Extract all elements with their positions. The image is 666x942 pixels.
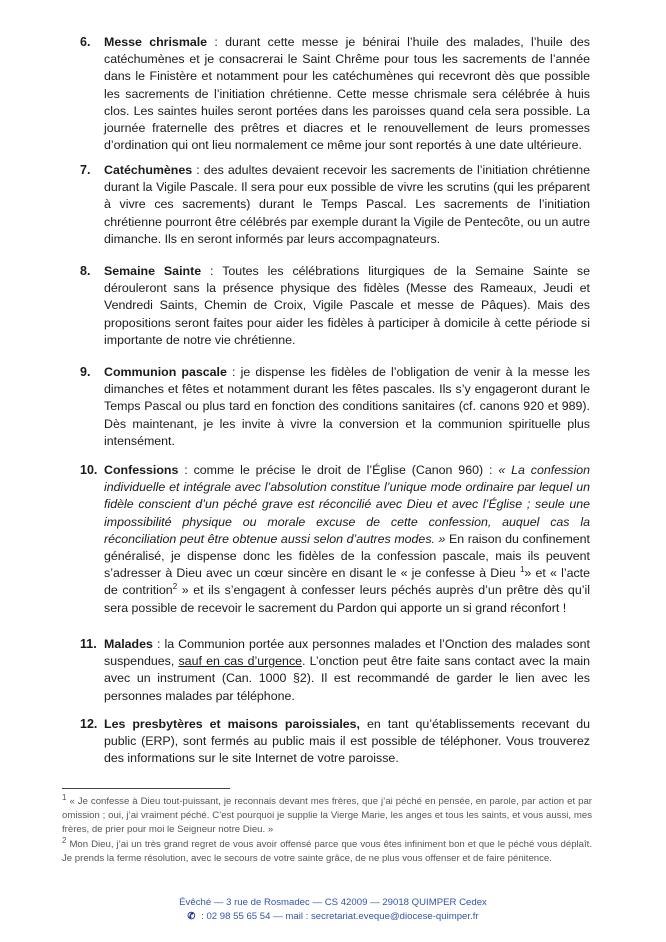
item-body: [104, 162, 590, 248]
item-number: 10.: [80, 463, 98, 477]
item-body: [104, 716, 590, 768]
item-body: [104, 462, 590, 617]
item-text: » et ils s’engagent à confesser leurs péchés auprès d’un prêtre dès qu’il sera possible de recevoir le sacrement du Pardon qui apporte un si grand réconfort !: [104, 583, 590, 615]
list-item: [80, 636, 590, 705]
list-item: [80, 162, 590, 248]
list-item: [80, 364, 590, 450]
footer-contact-text: : 02 98 55 65 54 — mail : secretariat.eveque@diocese-quimper.fr: [198, 911, 479, 922]
item-text: : je dispense les fidèles de l’obligation de venir à la messe les dimanches et fêtes et notamment durant les fêtes pascales. Ils s’y engageront durant le Temps Pascal ou plus tard en fonction des conditions sanitaires (cf. canons 920 et 989). Dès maintenant, je les invite à vivre la conversion et la communion spirituelle plus intensément.: [104, 365, 590, 448]
item-text: : des adultes devaient recevoir les sacrements de l’initiation chrétienne durant la Vigile Pascale. Il sera pour eux possible de vivre les scrutins (qui les préparent à vivre ces sacrements) durant le Temps Pascal. Les sacrements de l’initiation chrétienne pourront être célébrés par exemple durant la Vigile de Pentecôte, ou un autre dimanche. Ils en seront informés par leurs accompagnateurs.: [104, 163, 590, 246]
list-item: [80, 716, 590, 768]
item-number: 7.: [80, 163, 91, 177]
item-number: 12.: [80, 717, 98, 731]
item-text: » et « l’acte de contrition: [104, 566, 590, 598]
item-text: : la Communion portée aux personnes malades et l’Onction des malades sont suspendues,: [104, 637, 590, 669]
item-body: [104, 263, 590, 349]
item-text: en tant qu’établissements recevant du public (ERP), sont fermés au public mais il est possible de téléphoner. Vous trouverez des informations sur le site Internet de votre paroisse.: [104, 717, 590, 766]
footnote-separator: [62, 788, 230, 789]
footer-contact: [0, 911, 666, 922]
item-text: : comme le précise le droit de l’Église (Canon 960) :: [178, 463, 499, 477]
item-text: . L’onction peut être faite sans contact avec la main avec un instrument (Can. 1000 §2). Il est recommandé de garder le lien avec les personnes malades par téléphone.: [104, 654, 590, 703]
footnote-1: [62, 792, 592, 838]
list-item: [80, 462, 590, 617]
item-number: 9.: [80, 365, 91, 379]
item-text: En raison du confinement généralisé, je dispense donc les fidèles de la confession pascale, mais ils peuvent s’adresser à Dieu avec un cœur sincère en disant le « je confesse à Dieu: [104, 531, 590, 581]
item-body: [104, 636, 590, 705]
footnote-mark: 1: [62, 792, 67, 802]
footnote-text: « Je confesse à Dieu tout-puissant, je reconnais devant mes frères, que j’ai péché en pensée, en parole, par action et par omission ; oui, j’ai vraiment péché. C’est pourquoi je supplie la Vierge Marie, les anges et tous les saints, et vous aussi, mes frères, de prier pour moi le Seigneur notre Dieu. »: [62, 796, 592, 836]
item-text: : Toutes les célébrations liturgiques de la Semaine Sainte se dérouleront sans la présence physique des fidèles (Messe des Rameaux, Jeudi et Vendredi Saints, Chemin de Croix, Vigile Pascale et messe de Pâques). Mais des propositions seront faites pour aider les fidèles à participer à domicile à cette période si importante de notre vie chrétienne.: [104, 264, 591, 347]
phone-icon: ✆: [187, 911, 196, 922]
footnote-reference: 1: [519, 565, 525, 575]
footer-address: Évêché — 3 rue de Rosmadec — CS 42009 — 29018 QUIMPER Cedex: [179, 897, 487, 908]
item-text: « La confession individuelle et intégrale avec l’absolution constitue l’unique mode ordinaire par lequel un fidèle conscient d’un péché grave est réconcilié avec Dieu et avec l’Église ; seule une impossibilité physique ou morale excuse de cette confession, auquel cas la réconciliation peut être obtenue aussi selon d’autres modes. »: [104, 463, 591, 546]
item-text: sauf en cas d’urgence: [178, 654, 303, 669]
footnote-2: [62, 835, 592, 866]
footnote-mark: 2: [62, 835, 67, 845]
item-number: 6.: [80, 35, 91, 49]
footnote-text: Mon Dieu, j’ai un très grand regret de vous avoir offensé parce que vous êtes infiniment bon et que le péché vous déplaît. Je prends la ferme résolution, avec le secours de votre sainte grâce, de ne plus vous offenser et de faire pénitence.: [62, 839, 592, 865]
item-term: Les presbytères et maisons paroissiales,: [104, 717, 361, 731]
list-item: [80, 34, 590, 154]
item-term: Semaine Sainte: [104, 264, 202, 278]
item-number: 11.: [80, 637, 97, 651]
item-text: : durant cette messe je bénirai l’huile des malades, l’huile des catéchumènes et je consacrerai le Saint Chrême pour tous les sacrements de l’année dans le Finistère et notamment pour les catéchumènes qui recevront dès que possible les sacrements de l’initiation chrétienne. Cette messe chrismale sera célébrée à huis clos. Les saintes huiles seront portées dans les paroisses quand cela sera possible. La journée fraternelle des prêtres et diacres et le renouvellement de leurs promesses d’ordination qui ont lieu normalement ce même jour sont reportés à une date ultérieure.: [104, 35, 591, 153]
item-term: Confessions: [104, 463, 179, 477]
item-number: 8.: [80, 264, 91, 278]
item-term: Catéchumènes: [104, 163, 193, 177]
item-term: Malades: [104, 637, 153, 651]
footnote-reference: 2: [172, 582, 178, 592]
list-item: [80, 263, 590, 349]
item-body: [104, 34, 590, 154]
item-body: [104, 364, 590, 450]
item-term: Messe chrismale: [104, 35, 208, 49]
item-term: Communion pascale: [104, 365, 227, 379]
